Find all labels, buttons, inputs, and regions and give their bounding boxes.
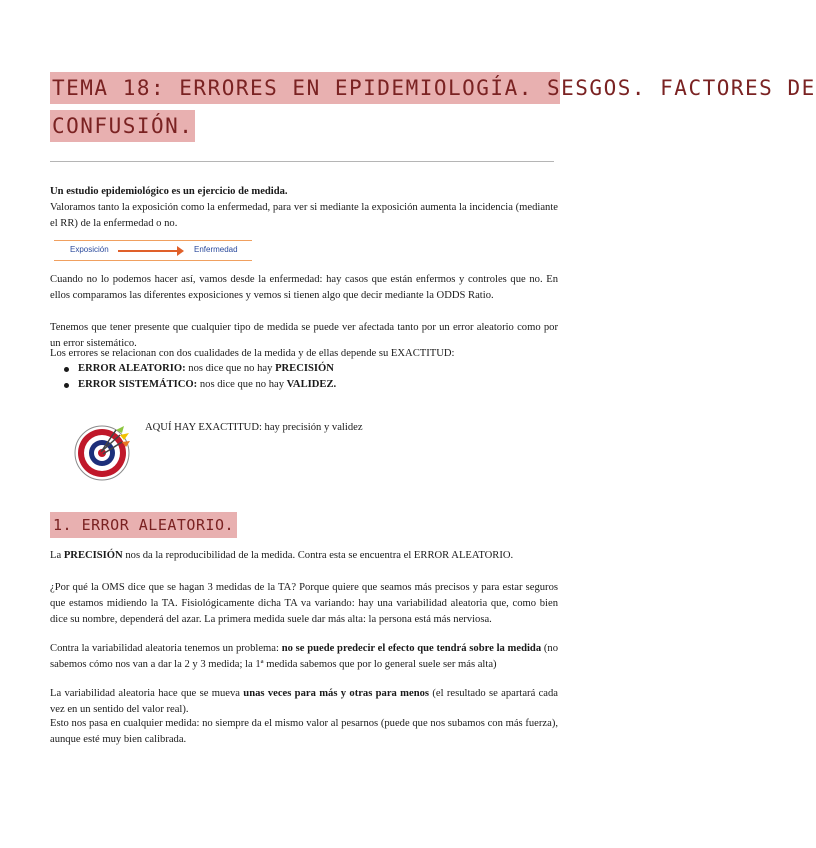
intro-bold-sentence: Un estudio epidemiológico es un ejercicio de medida.	[50, 186, 288, 197]
bullet-bold-tail: PRECISIÓN	[275, 363, 334, 374]
p4-text-a: La variabilidad aleatoria hace que se mueva	[50, 688, 244, 699]
p1-text-a: La	[50, 550, 64, 561]
bullet-bold-tail: VALIDEZ.	[286, 379, 337, 391]
section-heading-text: 1. ERROR ALEATORIO.	[50, 512, 237, 538]
oms-paragraph: ¿Por qué la OMS dice que se hagan 3 medidas de la TA? Porque quiere que seamos más precisos y para estar seguros que estamos midiendo la TA. Fisiológicamente dicha TA va variando: hay una variabilidad aleatoria que, como bien dice su nombre, dependerá del azar. La primera medida suele dar más alta: la persona está más nerviosa.	[50, 582, 558, 626]
list-item	[62, 377, 336, 393]
arrow-right-icon	[118, 250, 178, 252]
p1-text-b: nos da la reproducibilidad de la medida. Contra esta se encuentra el ERROR ALEATORIO.	[122, 550, 514, 561]
precision-paragraph	[50, 548, 558, 564]
bullet-text: nos dice que no hay	[197, 379, 287, 391]
intro-paragraph	[50, 184, 558, 233]
horizontal-divider	[50, 161, 554, 162]
bullet-text: nos dice que no hay	[185, 363, 276, 374]
odds-paragraph: Cuando no lo podemos hacer así, vamos desde la enfermedad: hay casos que están enfermos y controles que no. En ellos comparamos las diferentes exposiciones y vemos si tienen algo que decir mediante la ODDS Ratio.	[50, 274, 558, 302]
p3-text-b: (no sabemos cómo nos van a dar la 2 y 3 medida; la 1ª medida sabemos que por lo general suele ser más alta)	[50, 643, 559, 671]
p3-text-a: Contra la variabilidad aleatoria tenemos un problema:	[50, 643, 282, 654]
exposure-label: Exposición	[70, 245, 109, 254]
title-line-2: CONFUSIÓN.	[50, 110, 195, 142]
mueve-paragraph	[50, 686, 558, 718]
bullet-bold-lead: ERROR SISTEMÁTICO:	[78, 379, 198, 391]
variabilidad-paragraph	[50, 641, 558, 673]
p4-text-b: (el resultado se apartará cada vez en un sentido del valor real).	[50, 688, 559, 716]
bullseye-target-icon	[72, 420, 134, 482]
intro-text: Valoramos tanto la exposición como la enfermedad, para ver si mediante la exposición aumenta la incidencia (mediante el RR) de la enfermedad o no.	[50, 202, 558, 230]
p4-bold: unas veces para más y otras para menos	[243, 688, 430, 699]
exposure-disease-diagram	[54, 240, 252, 261]
disease-label: Enfermedad	[194, 245, 238, 254]
bullet-bold-lead: ERROR ALEATORIO:	[78, 363, 186, 374]
title-line-1: TEMA 18: ERRORES EN EPIDEMIOLOGÍA. SESGOS. FACTORES DE	[50, 72, 560, 104]
p3-bold: no se puede predecir el efecto que tendrá sobre la medida	[281, 643, 542, 654]
target-caption: AQUÍ HAY EXACTITUD: hay precisión y validez	[145, 422, 363, 433]
page-title	[50, 72, 816, 142]
error-types-list	[62, 361, 336, 393]
exactitud-paragraph: Los errores se relacionan con dos cualidades de la medida y de ellas depende su EXACTITUD:	[50, 348, 455, 359]
pesarnos-paragraph: Esto nos pasa en cualquier medida: no siempre da el mismo valor al pesarnos (puede que nos subamos con más fuerza), aunque esté muy bien calibrada.	[50, 718, 558, 746]
errors-paragraph: Tenemos que tener presente que cualquier tipo de medida se puede ver afectada tanto por un error aleatorio como por un error sistemático.	[50, 322, 558, 350]
section-heading-error-aleatorio	[50, 512, 237, 538]
p1-bold: PRECISIÓN	[63, 550, 123, 561]
list-item	[62, 361, 336, 377]
